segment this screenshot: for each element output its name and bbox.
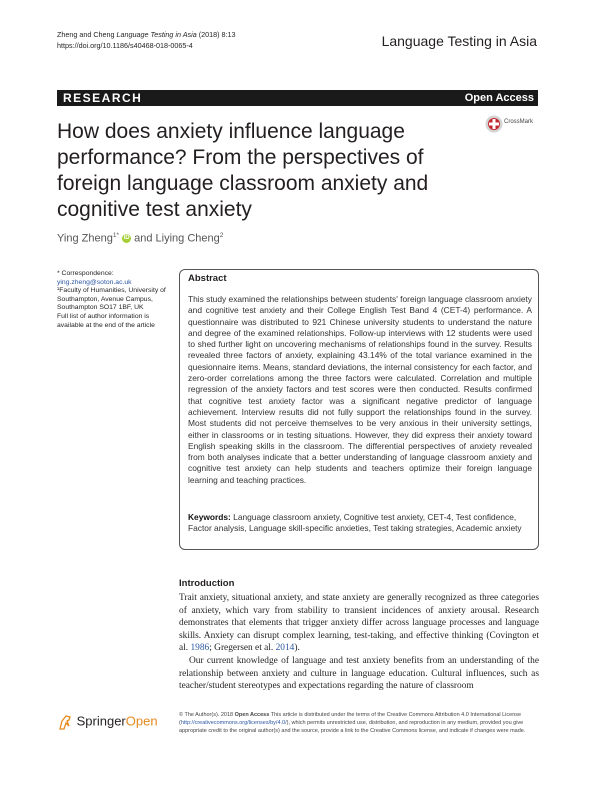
abstract-heading: Abstract — [188, 273, 227, 284]
citation-year: (2018) 8:13 — [198, 30, 236, 39]
author-name[interactable]: Ying Zheng — [57, 232, 113, 245]
doi-link[interactable]: https://doi.org/10.1186/s40468-018-0065-4 — [57, 40, 193, 50]
abstract-text: This study examined the relationships between students' foreign language classroom anxiety and cognitive test anxiety and their College English Test Band 4 (CET-4) performance. A questionnaire was distributed to 921 Chinese university students to understand the nature and degree of the examined relationships. Follow-up interviews with 12 students were used to shed further light on uncovering mechanisms of relationships found in the survey. Results revealed three factors of anxiety, explaining 43.14% of the total variance examined in the quesionnaire items. Means, standard deviations, the internal consistency for each factor, and zero-order correlations among the three factors were calculated. Correlation and multiple regression of the anxiety factors and test scores were then conducted. Results confirmed that cognitive test anxiety factor was a significant negative predictor of language achievement. Interview results did not fully support the relationships found in the survey. Most students did not perceive themselves to be very anxious in their university settings, either in classrooms or in testing situations. However, they did express their anxiety toward English speaking skills in the classroom. The differential perspectives of anxiety revealed from both analyses indicate that a better understanding of language classroom anxiety and cognitive test anxiety can help students and teachers optimize their foreign language learning and teaching practices. — [188, 294, 532, 485]
journal-name: Language Testing in Asia — [381, 33, 537, 49]
citation-journal: Language Testing in Asia — [116, 30, 197, 39]
license-notice: © The Author(s). 2018 Open Access This article is distributed under the terms of the Creative Commons Attribution 4.0 International License (http://creativecommons.org/licenses/by/4.0/), which permits unrestricted use, distribution, and reproduction in any medium, provided you give appropriate credit to the original author(s) and the source, provide a link to the Creative Commons license, and indicate if changes were made. — [179, 712, 526, 735]
crossmark-icon[interactable] — [485, 114, 503, 134]
author-list — [57, 232, 223, 245]
citation-link[interactable]: 1986 — [190, 643, 210, 654]
citation-authors: Zheng and Cheng — [57, 30, 115, 39]
article-title: How does anxiety influence language performance? From the perspectives of foreign language classroom anxiety and cognitive test anxiety — [57, 120, 429, 221]
orcid-icon[interactable]: iD — [123, 235, 130, 242]
author-affiliation: ¹Faculty of Humanities, University of Southampton, Avenue Campus, Southampton SO17 1BF, UK — [57, 287, 166, 312]
correspondence-label: * Correspondence: — [57, 270, 114, 277]
abstract-box — [179, 269, 539, 550]
keywords-label: Keywords: — [188, 512, 231, 522]
section-heading: Introduction — [179, 578, 235, 589]
paragraph: Our current knowledge of language and test anxiety benefits from an understanding of the relationship between anxiety and culture in language education. Cultural influences, such as teacher/student stereotypes and expectations regarding the nature of classroom — [179, 655, 539, 692]
springer-open-logo — [57, 713, 158, 731]
paragraph: Trait anxiety, situational anxiety, and state anxiety are generally recognized as three categories of anxiety, which vary from stability to transient incidences of anxiety arousal. Research demonstrates that elements that trigger anxiety differ across language processes and language skills. Anxiety can disrupt complex learning, test-taking, and effective thinking (Covington et al. 1986; Gregersen et al. 2014). — [179, 593, 539, 654]
keywords — [188, 512, 532, 535]
author-info-note: Full list of author information is available at the end of the article — [57, 312, 155, 329]
body-text — [179, 592, 539, 693]
author-affiliation-mark: 2 — [219, 232, 224, 239]
citation-link[interactable]: 2014 — [275, 643, 295, 654]
open-access-label: Open Access — [464, 92, 534, 104]
license-link[interactable]: http://creativecommons.org/licenses/by/4.0/ — [180, 720, 287, 727]
running-citation — [57, 30, 236, 51]
author-name[interactable]: and Liying Cheng — [134, 232, 220, 245]
publisher-name: Springer — [76, 713, 126, 729]
crossmark-label: CrossMark — [504, 119, 534, 125]
springer-horse-icon — [57, 713, 73, 731]
correspondence-note — [57, 270, 169, 330]
publisher-open: Open — [125, 713, 158, 729]
article-type-banner — [57, 90, 538, 106]
article-type-label: RESEARCH — [63, 91, 143, 105]
correspondence-email[interactable]: ying.zheng@soton.ac.uk — [57, 278, 132, 286]
open-access-bold: Open Access — [234, 712, 270, 718]
author-affiliation-mark: 1* — [112, 232, 120, 239]
keywords-list: Language classroom anxiety, Cognitive test anxiety, CET-4, Test confidence, Factor analysis, Language skill-specific anxieties, Test taking strategies, Academic anxiety — [188, 512, 522, 534]
